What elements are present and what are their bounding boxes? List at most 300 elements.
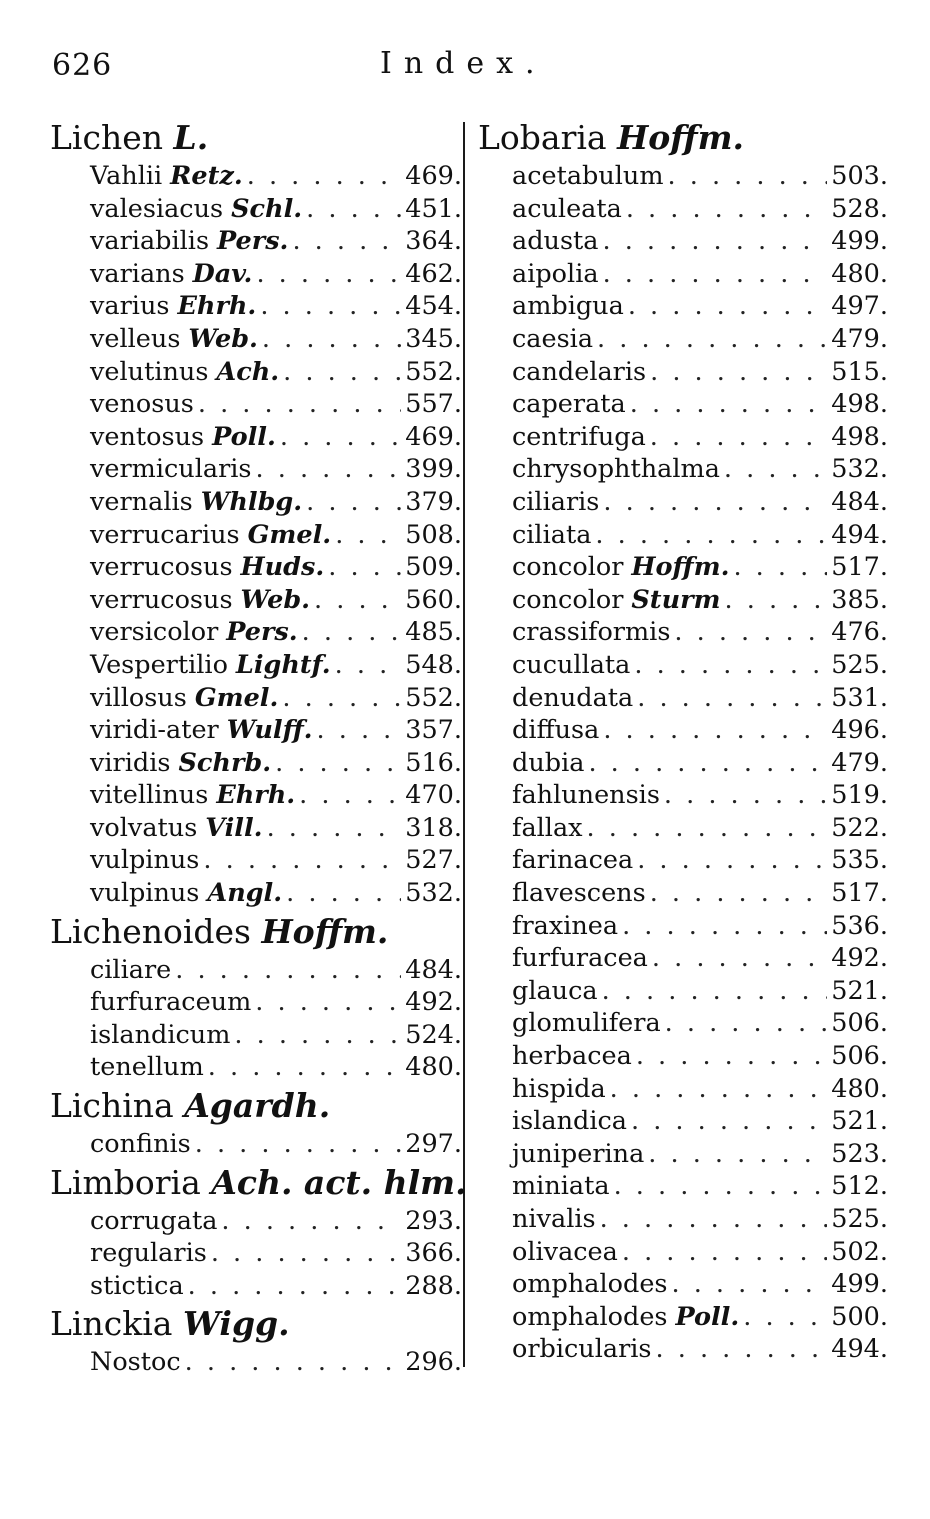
page-reference: 288. [405, 1270, 462, 1301]
index-entry [478, 682, 888, 715]
species-name: velleus [90, 323, 181, 354]
species-name: fallax [512, 812, 583, 843]
species-name: vernalis [90, 486, 193, 517]
index-entry [50, 1237, 462, 1270]
index-entry [50, 1019, 462, 1052]
page-reference: 519. [831, 780, 888, 811]
species-name: viridis [90, 747, 171, 778]
index-entry [50, 682, 462, 715]
page-reference: 525. [831, 649, 888, 680]
dot-leader [603, 258, 828, 291]
page-reference: 357. [405, 715, 462, 746]
dot-leader [628, 290, 827, 323]
page-number: 626 [52, 48, 113, 83]
page-reference: 517. [831, 552, 888, 583]
index-entry [478, 519, 888, 552]
index-entry [50, 649, 462, 682]
dot-leader [328, 551, 401, 584]
dot-leader [634, 649, 827, 682]
index-entry [50, 486, 462, 519]
species-authority: Web. [188, 323, 258, 354]
species-name: viridi-ater [90, 715, 219, 746]
page-reference: 345. [405, 323, 462, 354]
page-reference: 480. [831, 1073, 888, 1104]
dot-leader [185, 1346, 402, 1379]
genus-authority: Hoffm. [261, 911, 389, 951]
species-authority: Lightf. [235, 649, 331, 680]
index-entry [50, 616, 462, 649]
page-reference: 499. [831, 226, 888, 257]
species-name: verrucosus [90, 552, 233, 583]
page-reference: 454. [405, 291, 462, 322]
species-name: verrucarius [90, 519, 240, 550]
index-entry [478, 714, 888, 747]
page-reference: 521. [831, 975, 888, 1006]
page-reference: 557. [405, 389, 462, 420]
page-reference: 500. [831, 1301, 888, 1332]
dot-leader [626, 193, 827, 226]
index-entry [478, 942, 888, 975]
species-authority: Pers. [217, 226, 289, 257]
species-authority: Vill. [205, 812, 263, 843]
species-name: herbacea [512, 1041, 632, 1072]
page-reference: 506. [831, 1041, 888, 1072]
dot-leader [672, 1268, 828, 1301]
page-reference: 497. [831, 291, 888, 322]
dot-leader [603, 714, 827, 747]
dot-leader [648, 1138, 827, 1171]
dot-leader [256, 258, 401, 291]
index-entry [50, 844, 462, 877]
page-reference: 385. [831, 584, 888, 615]
page-reference: 552. [405, 682, 462, 713]
dot-leader [195, 1128, 401, 1161]
page-reference: 480. [831, 258, 888, 289]
species-name: regularis [90, 1238, 207, 1269]
species-name: variabilis [90, 226, 210, 257]
page-reference: 528. [831, 193, 888, 224]
dot-leader [652, 942, 827, 975]
index-entry [478, 747, 888, 780]
page-reference: 560. [405, 584, 462, 615]
species-name: caesia [512, 323, 594, 354]
genus-name: Lichenoides [50, 911, 251, 951]
species-name: omphalodes [512, 1301, 668, 1332]
species-authority: Poll. [675, 1301, 740, 1332]
species-name: chrysophthalma [512, 454, 720, 485]
species-name: furfuracea [512, 943, 648, 974]
index-entry [478, 1333, 888, 1366]
species-authority: Whlbg. [200, 486, 303, 517]
species-name: varians [90, 258, 185, 289]
index-entry [50, 812, 462, 845]
index-entry [478, 779, 888, 812]
page-reference: 498. [831, 421, 888, 452]
species-authority: Ehrh. [177, 291, 257, 322]
index-entry [478, 290, 888, 323]
index-entry [50, 388, 462, 421]
species-name: hispida [512, 1073, 606, 1104]
index-entry [478, 421, 888, 454]
index-entry [50, 747, 462, 780]
species-authority: Angl. [207, 878, 283, 909]
page-reference: 502. [831, 1236, 888, 1267]
dot-leader [603, 486, 827, 519]
species-authority: Ach. [216, 356, 280, 387]
dot-leader [674, 616, 827, 649]
species-authority: Gmel. [247, 519, 332, 550]
species-authority: Schrb. [178, 747, 272, 778]
species-authority: Huds. [240, 552, 325, 583]
index-entry [478, 388, 888, 421]
species-name: concolor [512, 584, 624, 615]
page-reference: 535. [831, 845, 888, 876]
dot-leader [668, 160, 828, 193]
dot-leader [588, 747, 827, 780]
index-entry [478, 323, 888, 356]
index-entry [478, 1301, 888, 1334]
dot-leader [302, 616, 402, 649]
dot-leader [656, 1333, 828, 1366]
dot-leader [600, 1203, 828, 1236]
species-name: aipolia [512, 258, 599, 289]
genus-authority: L. [173, 118, 209, 157]
genus-name: Linckia [50, 1304, 173, 1344]
dot-leader [286, 877, 401, 910]
genus-heading [50, 1084, 462, 1128]
page-reference: 296. [405, 1347, 462, 1378]
dot-leader [610, 1073, 828, 1106]
species-name: glauca [512, 975, 598, 1006]
genus-name: Lichen [50, 118, 163, 157]
species-name: vulpinus [90, 878, 200, 909]
species-name: diffusa [512, 715, 600, 746]
index-entry [50, 225, 462, 258]
species-name: denudata [512, 682, 634, 713]
page-reference: 318. [405, 812, 462, 843]
species-name: olivacea [512, 1236, 618, 1267]
index-entry [478, 356, 888, 389]
page-reference: 479. [831, 747, 888, 778]
dot-leader [203, 844, 401, 877]
index-entry [50, 290, 462, 323]
page-reference: 536. [831, 910, 888, 941]
species-name: concolor [512, 552, 624, 583]
dot-leader [255, 986, 401, 1019]
index-entry [50, 779, 462, 812]
page-reference: 462. [405, 258, 462, 289]
index-entry [478, 877, 888, 910]
index-entry [478, 584, 888, 617]
genus-name: Lichina [50, 1086, 174, 1126]
dot-leader [631, 1105, 827, 1138]
index-entry [50, 986, 462, 1019]
index-entry [478, 225, 888, 258]
species-name: aculeata [512, 193, 622, 224]
index-entry [478, 1236, 888, 1269]
page-reference: 506. [831, 1008, 888, 1039]
species-authority: Hoffm. [631, 552, 730, 583]
dot-leader [622, 910, 827, 943]
index-entry [50, 584, 462, 617]
page-reference: 492. [405, 987, 462, 1018]
page-reference: 531. [831, 682, 888, 713]
dot-leader [234, 1019, 401, 1052]
species-name: villosus [90, 682, 187, 713]
species-name: adusta [512, 226, 599, 257]
species-authority: Gmel. [194, 682, 279, 713]
dot-leader [306, 193, 401, 226]
page-reference: 503. [831, 161, 888, 191]
dot-leader [282, 682, 401, 715]
dot-leader [256, 453, 402, 486]
species-name: dubia [512, 747, 585, 778]
species-name: verrucosus [90, 584, 233, 615]
species-name: fraxinea [512, 910, 619, 941]
species-name: acetabulum [512, 161, 664, 191]
genus-authority: Wigg. [182, 1304, 290, 1344]
species-name: vulpinus [90, 845, 200, 876]
dot-leader [650, 877, 828, 910]
dot-leader [188, 1270, 402, 1303]
page-reference: 527. [405, 845, 462, 876]
index-entry [478, 812, 888, 845]
dot-leader [665, 1007, 828, 1040]
dot-leader [636, 1040, 827, 1073]
index-entry [50, 519, 462, 552]
page-reference: 532. [405, 878, 462, 909]
page-reference: 494. [831, 519, 888, 550]
left-index-column [50, 116, 467, 1379]
species-name: cucullata [512, 649, 631, 680]
page-reference: 521. [831, 1106, 888, 1137]
page-reference: 509. [405, 552, 462, 583]
page-reference: 470. [405, 780, 462, 811]
dot-leader [614, 1170, 828, 1203]
dot-leader [292, 225, 401, 258]
page-reference: 451. [405, 193, 462, 224]
index-entry [478, 1138, 888, 1171]
species-authority: Ehrh. [216, 780, 296, 811]
page-reference: 492. [831, 943, 888, 974]
index-entry [50, 193, 462, 226]
genus-authority: Hoffm. [617, 118, 744, 157]
species-name: farinacea [512, 845, 634, 876]
dot-leader [597, 323, 827, 356]
species-name: crassiformis [512, 617, 671, 648]
dot-leader [637, 844, 827, 877]
dot-leader [317, 714, 402, 747]
index-entry [478, 1170, 888, 1203]
page-reference: 508. [405, 519, 462, 550]
dot-leader [724, 453, 827, 486]
species-name: velutinus [90, 356, 209, 387]
species-name: ciliaris [512, 486, 600, 517]
dot-leader [247, 160, 401, 193]
page-reference: 366. [405, 1238, 462, 1269]
index-entry [50, 453, 462, 486]
species-name: centrifuga [512, 421, 646, 452]
index-entry [478, 1203, 888, 1236]
genus-name: Limboria [50, 1162, 201, 1202]
page-reference: 499. [831, 1269, 888, 1300]
dot-leader [260, 290, 401, 323]
page-reference: 494. [831, 1334, 888, 1365]
genus-authority: Agardh. [184, 1086, 331, 1126]
page-reference: 496. [831, 715, 888, 746]
index-entry [50, 551, 462, 584]
index-entry [478, 975, 888, 1008]
species-name: miniata [512, 1171, 610, 1202]
dot-leader [622, 1236, 827, 1269]
dot-leader [637, 682, 827, 715]
species-name: furfuraceum [90, 987, 252, 1018]
page-reference: 512. [831, 1171, 888, 1202]
species-authority: Poll. [212, 421, 276, 452]
index-entry [50, 323, 462, 356]
page-reference: 293. [405, 1205, 462, 1236]
page-reference: 364. [405, 226, 462, 257]
species-name: candelaris [512, 356, 647, 387]
species-name: venosus [90, 389, 194, 420]
index-entry [478, 193, 888, 226]
species-authority: Wulff. [226, 715, 313, 746]
dot-leader [602, 975, 828, 1008]
page-reference: 532. [831, 454, 888, 485]
species-name: ventosus [90, 421, 205, 452]
species-name: Nostoc [90, 1347, 181, 1378]
index-entry [478, 1105, 888, 1138]
dot-leader [306, 486, 401, 519]
dot-leader [198, 388, 401, 421]
species-name: tenellum [90, 1052, 204, 1083]
index-entry [478, 258, 888, 291]
dot-leader [650, 421, 827, 454]
index-entry [478, 616, 888, 649]
page-reference: 484. [831, 486, 888, 517]
page-reference: 484. [405, 954, 462, 985]
dot-leader [299, 779, 401, 812]
species-authority: Sturm [631, 584, 721, 615]
dot-leader [725, 584, 828, 617]
index-entry [50, 1128, 462, 1161]
index-entry [478, 486, 888, 519]
species-name: varius [90, 291, 170, 322]
index-entry [50, 1270, 462, 1303]
species-name: fahlunensis [512, 780, 660, 811]
index-entry [50, 356, 462, 389]
index-entry [478, 910, 888, 943]
dot-leader [175, 954, 401, 987]
species-name: juniperina [512, 1138, 645, 1169]
index-entry [478, 160, 888, 193]
page-reference: 525. [831, 1204, 888, 1234]
index-entry [50, 421, 462, 454]
species-authority: Web. [240, 584, 311, 615]
dot-leader [262, 323, 401, 356]
page-reference: 476. [831, 617, 888, 648]
index-entry [50, 954, 462, 987]
index-entry [478, 1073, 888, 1106]
page-reference: 552. [405, 356, 462, 387]
dot-leader [603, 225, 828, 258]
page-reference: 469. [405, 161, 462, 191]
species-name: omphalodes [512, 1269, 668, 1300]
species-name: versicolor [90, 617, 219, 648]
species-authority: Dav. [192, 258, 253, 289]
dot-leader [595, 519, 827, 552]
species-authority: Schl. [231, 193, 303, 224]
page-reference: 399. [405, 454, 462, 485]
species-name: nivalis [512, 1204, 596, 1234]
page-reference: 515. [831, 356, 888, 387]
page-reference: 522. [831, 812, 888, 843]
index-entry [478, 844, 888, 877]
dot-leader [314, 584, 401, 617]
species-name: vitellinus [90, 780, 209, 811]
species-name: vermicularis [90, 454, 252, 485]
index-entry [50, 1051, 462, 1084]
dot-leader [221, 1205, 401, 1238]
species-name: glomulifera [512, 1008, 661, 1039]
index-entry [478, 551, 888, 584]
dot-leader [283, 356, 401, 389]
index-entry [478, 1268, 888, 1301]
running-head: Index. [380, 46, 547, 81]
species-name: valesiacus [90, 193, 224, 224]
dot-leader [664, 779, 827, 812]
dot-leader [280, 421, 401, 454]
dot-leader [267, 812, 402, 845]
species-name: corrugata [90, 1205, 218, 1236]
species-name: stictica [90, 1270, 184, 1301]
page-reference: 516. [405, 747, 462, 778]
species-authority: Retz. [170, 161, 243, 191]
index-entry [50, 877, 462, 910]
page-reference: 485. [405, 617, 462, 648]
genus-heading [478, 116, 888, 160]
genus-heading [50, 116, 462, 160]
genus-authority: Ach. act. hlm. [211, 1162, 467, 1202]
page-reference: 523. [831, 1138, 888, 1169]
genus-heading [50, 910, 462, 954]
species-name: orbicularis [512, 1334, 652, 1365]
dot-leader [630, 388, 827, 421]
index-entry [478, 649, 888, 682]
dot-leader [587, 812, 828, 845]
species-name: ciliata [512, 519, 592, 550]
dot-leader [650, 356, 827, 389]
species-name: islandica [512, 1106, 627, 1137]
page-reference: 480. [405, 1052, 462, 1083]
index-entry [478, 1040, 888, 1073]
page-reference: 517. [831, 878, 888, 909]
species-name: caperata [512, 389, 626, 420]
dot-leader [275, 747, 401, 780]
species-name: ciliare [90, 954, 172, 985]
dot-leader [211, 1237, 401, 1270]
dot-leader [335, 649, 402, 682]
species-name: flavescens [512, 878, 646, 909]
species-name: Vahlii [90, 161, 163, 191]
species-name: Vespertilio [90, 649, 228, 680]
right-index-column [478, 116, 888, 1366]
index-entry [478, 453, 888, 486]
page-reference: 297. [405, 1129, 462, 1160]
species-name: islandicum [90, 1019, 231, 1050]
page-reference: 479. [831, 323, 888, 354]
species-name: ambigua [512, 291, 624, 322]
